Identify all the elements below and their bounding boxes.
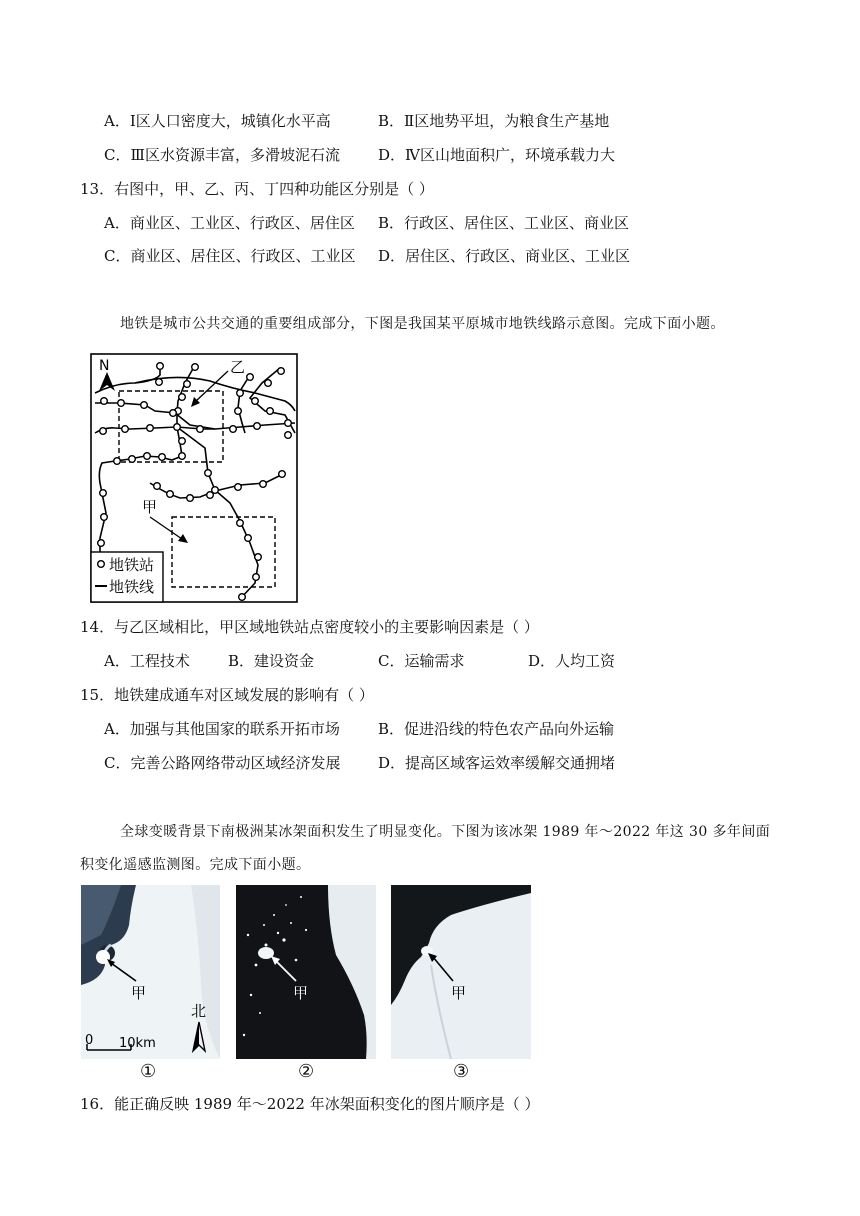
metro-intro: 地铁是城市公共交通的重要组成部分，下图是我国某平原城市地铁线路示意图。完成下面小题。 — [120, 316, 725, 332]
north-label: N — [99, 358, 110, 374]
q12-option-a: A．Ⅰ区人口密度大，城镇化水平高 — [104, 112, 331, 130]
q16-stem: 16．能正确反映 1989 年～2022 年冰架面积变化的图片顺序是（ ） — [80, 1095, 540, 1113]
satellite-image-1 — [81, 885, 220, 1059]
metro-map — [90, 353, 298, 603]
legend-line-label: 地铁线 — [109, 578, 155, 596]
q15-option-b: B．促进沿线的特色农产品向外运输 — [378, 720, 615, 738]
ice-intro-line1: 全球变暖背景下南极洲某冰架面积发生了明显变化。下图为该冰架 1989 年～2022 年这 30 多年间面 — [120, 824, 771, 840]
q13-option-d: D．居住区、行政区、商业区、工业区 — [378, 247, 631, 265]
q14-option-b: B．建设资金 — [228, 652, 315, 670]
q13-option-a: A．商业区、工业区、行政区、居住区 — [104, 214, 355, 232]
legend-station-icon — [98, 561, 105, 568]
q12-option-c: C．Ⅲ区水资源丰富，多滑坡泥石流 — [104, 146, 340, 164]
q15-stem: 15．地铁建成通车对区域发展的影响有（ ） — [80, 686, 374, 704]
q13-option-b: B．行政区、居住区、工业区、商业区 — [378, 214, 630, 232]
q13-option-c: C．商业区、居住区、行政区、工业区 — [104, 247, 356, 265]
satellite-image-3 — [391, 885, 531, 1059]
legend-station-label: 地铁站 — [109, 556, 155, 574]
ice-label-jia-3: 甲 — [451, 984, 467, 1002]
label-jia: 甲 — [142, 498, 158, 516]
satellite-image-2 — [236, 885, 376, 1059]
ice-intro-line2: 积变化遥感监测图。完成下面小题。 — [80, 857, 311, 873]
caption-2: ② — [298, 1061, 315, 1082]
q14-stem: 14．与乙区域相比，甲区域地铁站点密度较小的主要影响因素是（ ） — [80, 618, 539, 636]
ice-label-jia-2: 甲 — [293, 984, 309, 1002]
ice-north-label: 北 — [191, 1002, 207, 1020]
scale-distance: 10km — [119, 1036, 156, 1051]
q14-option-c: C．运输需求 — [378, 652, 465, 670]
q14-option-d: D．人均工资 — [528, 652, 616, 670]
scale-zero: 0 — [85, 1033, 94, 1048]
label-yi: 乙 — [230, 358, 246, 376]
q14-option-a: A．工程技术 — [104, 652, 190, 670]
q15-option-c: C．完善公路网络带动区域经济发展 — [104, 754, 341, 772]
caption-1: ① — [140, 1061, 157, 1082]
q15-option-d: D．提高区域客运效率缓解交通拥堵 — [378, 754, 616, 772]
q12-option-d: D．Ⅳ区山地面积广，环境承载力大 — [378, 146, 616, 164]
q12-option-b: B．Ⅱ区地势平坦，为粮食生产基地 — [378, 112, 610, 130]
q15-option-a: A．加强与其他国家的联系开拓市场 — [104, 720, 340, 738]
caption-3: ③ — [453, 1061, 470, 1082]
ice-label-jia-1: 甲 — [131, 984, 147, 1002]
q13-stem: 13．右图中，甲、乙、丙、丁四种功能区分别是（ ） — [80, 180, 434, 198]
